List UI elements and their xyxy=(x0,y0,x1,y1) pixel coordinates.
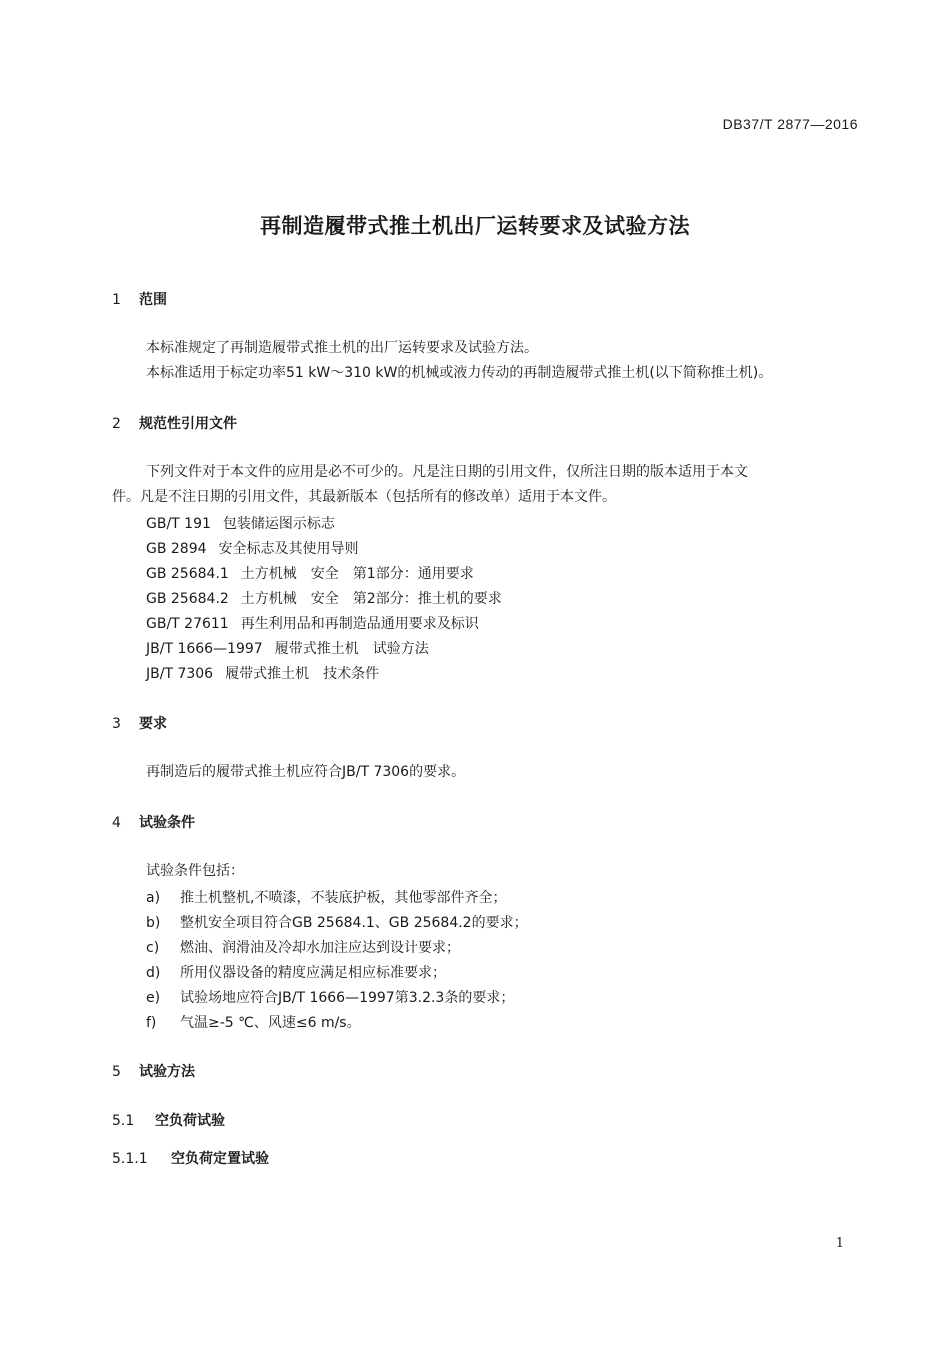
document-title: 再制造履带式推土机出厂运转要求及试验方法 xyxy=(260,214,690,238)
list-item xyxy=(146,937,460,957)
reference-item xyxy=(146,638,429,658)
section-number: 3 xyxy=(112,716,121,732)
reference-item xyxy=(146,613,479,633)
reference-code: GB 2894 xyxy=(146,541,207,557)
list-marker: a) xyxy=(146,890,161,906)
list-marker: e) xyxy=(146,990,161,1006)
references-intro-line-2: 件。凡是不注日期的引用文件，其最新版本（包括所有的修改单）适用于本文件。 xyxy=(112,489,616,505)
reference-title: 履带式推土机 试验方法 xyxy=(274,641,429,657)
list-marker: f) xyxy=(146,1015,157,1031)
reference-code: JB/T 7306 xyxy=(146,666,214,682)
reference-item xyxy=(146,663,379,683)
section-title: 要求 xyxy=(139,716,167,732)
reference-title: 履带式推土机 技术条件 xyxy=(225,666,380,682)
section-number: 5.1 xyxy=(112,1113,135,1129)
reference-title: 土方机械 安全 第2部分：推土机的要求 xyxy=(240,591,502,607)
reference-title: 安全标志及其使用导则 xyxy=(218,541,359,557)
section-5-1-1-heading xyxy=(112,1148,269,1168)
section-5-heading xyxy=(112,1061,195,1081)
reference-item xyxy=(146,563,474,583)
section-title: 试验方法 xyxy=(139,1064,195,1080)
section-number: 5 xyxy=(112,1064,121,1080)
reference-item xyxy=(146,538,359,558)
list-text: 燃油、润滑油及冷却水加注应达到设计要求； xyxy=(180,940,460,956)
reference-code: GB 25684.1 xyxy=(146,566,229,582)
list-item xyxy=(146,962,446,982)
list-marker: d) xyxy=(146,965,161,981)
section-number: 1 xyxy=(112,292,121,308)
list-marker: b) xyxy=(146,915,161,931)
reference-code: GB/T 191 xyxy=(146,516,211,532)
section-title: 空负荷定置试验 xyxy=(171,1151,269,1167)
section-title: 范围 xyxy=(139,292,167,308)
scope-paragraph-2: 本标准适用于标定功率51 kW～310 kW的机械或液力传动的再制造履带式推土机(以下简称推土机)。 xyxy=(146,365,773,381)
scope-paragraph-1: 本标准规定了再制造履带式推土机的出厂运转要求及试验方法。 xyxy=(146,340,538,356)
reference-title: 再生利用品和再制造品通用要求及标识 xyxy=(240,616,479,632)
section-3-heading xyxy=(112,713,167,733)
section-title: 试验条件 xyxy=(139,815,195,831)
list-item xyxy=(146,1012,361,1032)
reference-code: JB/T 1666—1997 xyxy=(146,641,263,657)
section-1-heading xyxy=(112,289,167,309)
section-title: 规范性引用文件 xyxy=(139,416,237,432)
references-intro-line-1: 下列文件对于本文件的应用是必不可少的。凡是注日期的引用文件，仅所注日期的版本适用于本文 xyxy=(146,464,748,480)
reference-item xyxy=(146,513,335,533)
section-5-1-heading xyxy=(112,1110,225,1130)
list-text: 气温≥-5 ℃、风速≤6 m/s。 xyxy=(180,1015,361,1031)
list-text: 整机安全项目符合GB 25684.1、GB 25684.2的要求； xyxy=(180,915,528,931)
list-marker: c) xyxy=(146,940,160,956)
reference-code: GB 25684.2 xyxy=(146,591,229,607)
page-number: 1 xyxy=(835,1236,844,1251)
section-number: 2 xyxy=(112,416,121,432)
reference-code: GB/T 27611 xyxy=(146,616,229,632)
document-code: DB37/T 2877—2016 xyxy=(722,116,858,132)
reference-title: 土方机械 安全 第1部分：通用要求 xyxy=(240,566,474,582)
reference-item xyxy=(146,588,502,608)
section-title: 空负荷试验 xyxy=(155,1113,225,1129)
list-text: 推土机整机,不喷漆，不装底护板，其他零部件齐全； xyxy=(180,890,507,906)
section-number: 5.1.1 xyxy=(112,1151,148,1167)
conditions-intro: 试验条件包括： xyxy=(146,863,244,879)
list-item xyxy=(146,912,528,932)
list-item xyxy=(146,887,506,907)
requirements-paragraph: 再制造后的履带式推土机应符合JB/T 7306的要求。 xyxy=(146,764,466,780)
section-number: 4 xyxy=(112,815,121,831)
section-2-heading xyxy=(112,413,237,433)
section-4-heading xyxy=(112,812,195,832)
list-item xyxy=(146,987,514,1007)
list-text: 试验场地应符合JB/T 1666—1997第3.2.3条的要求； xyxy=(180,990,515,1006)
reference-title: 包装储运图示标志 xyxy=(222,516,335,532)
list-text: 所用仪器设备的精度应满足相应标准要求； xyxy=(180,965,446,981)
